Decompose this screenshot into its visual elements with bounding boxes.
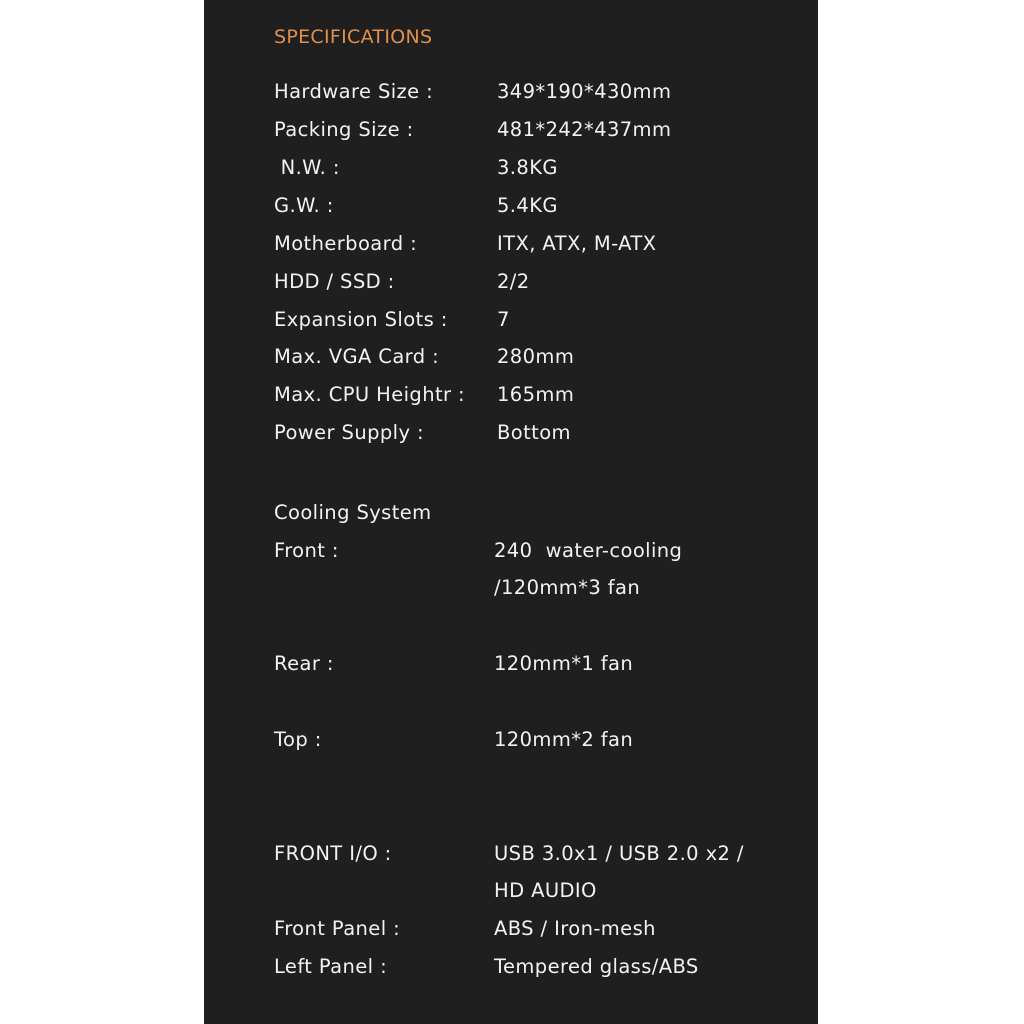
spec-value-net-weight: 3.8KG	[497, 156, 558, 179]
io-value-front-io-line1: USB 3.0x1 / USB 2.0 x2 /	[494, 842, 744, 865]
io-value-front-panel: ABS / Iron-mesh	[494, 917, 656, 940]
cooling-label-top: Top :	[274, 728, 322, 751]
spec-value-motherboard: ITX, ATX, M-ATX	[497, 232, 657, 255]
specifications-heading: SPECIFICATIONS	[274, 26, 433, 48]
spec-value-expansion-slots: 7	[497, 308, 510, 331]
io-value-front-io-line2: HD AUDIO	[494, 879, 597, 902]
spec-label-power-supply: Power Supply :	[274, 421, 424, 444]
io-value-left-panel: Tempered glass/ABS	[494, 955, 699, 978]
spec-label-max-cpu-height: Max. CPU Heightr :	[274, 383, 466, 406]
spec-label-max-vga-card: Max. VGA Card :	[274, 345, 440, 368]
spec-value-max-cpu-height: 165mm	[497, 383, 575, 406]
spec-label-hdd-ssd: HDD / SSD :	[274, 270, 395, 293]
spec-value-hdd-ssd: 2/2	[497, 270, 530, 293]
spec-label-net-weight: N.W. :	[274, 156, 340, 179]
cooling-system-title: Cooling System	[274, 501, 432, 524]
spec-label-packing-size: Packing Size :	[274, 118, 414, 141]
spec-label-expansion-slots: Expansion Slots :	[274, 308, 448, 331]
cooling-value-front-line2: /120mm*3 fan	[494, 576, 641, 599]
specifications-panel	[204, 0, 818, 1024]
spec-label-gross-weight: G.W. :	[274, 194, 334, 217]
io-label-front-panel: Front Panel :	[274, 917, 401, 940]
spec-value-power-supply: Bottom	[497, 421, 571, 444]
spec-value-max-vga-card: 280mm	[497, 345, 575, 368]
cooling-value-top: 120mm*2 fan	[494, 728, 634, 751]
cooling-label-front: Front :	[274, 539, 339, 562]
spec-label-motherboard: Motherboard :	[274, 232, 418, 255]
spec-label-hardware-size: Hardware Size :	[274, 80, 434, 103]
spec-value-packing-size: 481*242*437mm	[497, 118, 672, 141]
cooling-value-front-line1: 240 water-cooling	[494, 539, 683, 562]
spec-value-gross-weight: 5.4KG	[497, 194, 558, 217]
cooling-value-rear: 120mm*1 fan	[494, 652, 634, 675]
cooling-label-rear: Rear :	[274, 652, 334, 675]
io-label-left-panel: Left Panel :	[274, 955, 388, 978]
spec-value-hardware-size: 349*190*430mm	[497, 80, 672, 103]
io-label-front-io: FRONT I/O :	[274, 842, 392, 865]
